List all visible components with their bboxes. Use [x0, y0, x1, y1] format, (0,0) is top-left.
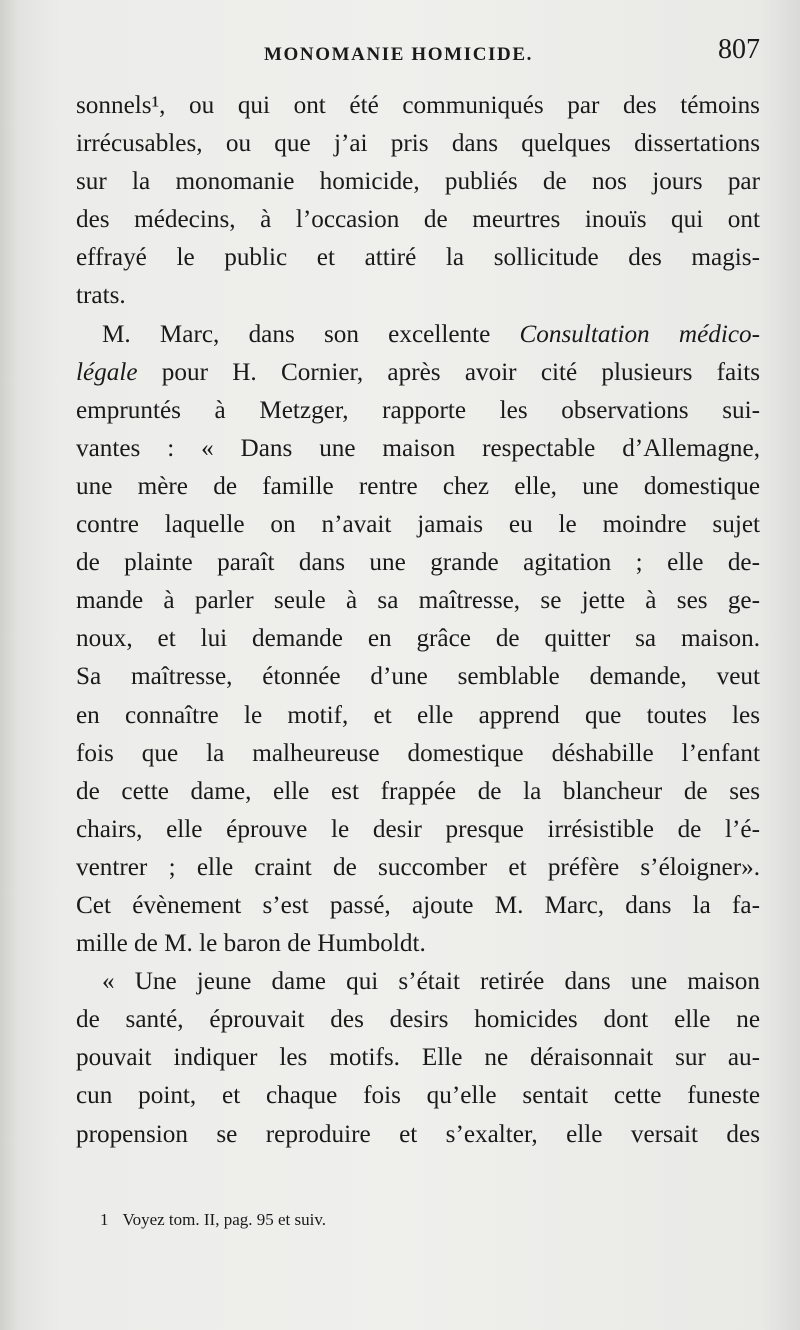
text-line: chairs, elle éprouve le desir presque irrésistible de l’é-	[76, 815, 760, 843]
text-line: empruntés à Metzger, rapporte les observations sui-	[76, 396, 760, 424]
text-line: une mère de famille rentre chez elle, une domestique	[76, 472, 760, 500]
text-line: « Une jeune dame qui s’était retirée dans une maison	[102, 968, 760, 996]
text-line: propension se reproduire et s’exalter, elle versait des	[76, 1120, 760, 1148]
page-header	[76, 34, 760, 80]
footnote	[100, 1210, 326, 1230]
text-line: irrécusables, ou que j’ai pris dans quelques dissertations	[76, 130, 760, 158]
text-line: mille de M. le baron de Humboldt.	[76, 930, 426, 958]
text-line: légale pour H. Cornier, après avoir cité plusieurs faits	[76, 358, 760, 386]
text-line: Sa maîtresse, étonnée d’une semblable demande, veut	[76, 663, 760, 691]
text-line: fois que la malheureuse domestique déshabille l’enfant	[76, 739, 760, 767]
text-line: de cette dame, elle est frappée de la blancheur de ses	[76, 777, 760, 805]
text-line: de plainte paraît dans une grande agitation ; elle de-	[76, 549, 760, 577]
text-line: des médecins, à l’occasion de meurtres inouïs qui ont	[76, 206, 760, 234]
running-head: MONOMANIE HOMICIDE.	[264, 44, 533, 65]
page-number: 807	[718, 34, 760, 65]
footnote-marker: 1	[100, 1210, 109, 1229]
text-line: pouvait indiquer les motifs. Elle ne déraisonnait sur au-	[76, 1044, 760, 1072]
text-line: vantes : « Dans une maison respectable d’Allemagne,	[76, 434, 760, 462]
footnote-text: Voyez tom. II, pag. 95 et suiv.	[122, 1210, 326, 1229]
text-line: M. Marc, dans son excellente Consultation médico-	[102, 320, 761, 348]
text-line: contre laquelle on n’avait jamais eu le moindre sujet	[76, 511, 760, 539]
text-line: de santé, éprouvait des desirs homicides dont elle ne	[76, 1006, 760, 1034]
text-line: sur la monomanie homicide, publiés de nos jours par	[76, 168, 760, 196]
text-line: Cet évènement s’est passé, ajoute M. Marc, dans la fa-	[76, 891, 760, 919]
text-line: ventrer ; elle craint de succomber et préfère s’éloigner».	[76, 853, 760, 881]
book-title-italic: Consultation médico-	[519, 320, 761, 348]
text-line: en connaître le motif, et elle apprend que toutes les	[76, 701, 760, 729]
book-title-italic: légale	[76, 358, 138, 386]
text-line: effrayé le public et attiré la sollicitude des magis-	[76, 244, 760, 272]
text-line: noux, et lui demande en grâce de quitter sa maison.	[76, 625, 760, 653]
text-line: cun point, et chaque fois qu’elle sentait cette funeste	[76, 1082, 760, 1110]
body-text	[76, 87, 760, 1154]
text-line: sonnels¹, ou qui ont été communiqués par des témoins	[76, 92, 760, 119]
text-line: mande à parler seule à sa maîtresse, se jette à ses ge-	[76, 587, 760, 615]
text-line: trats.	[76, 282, 126, 310]
